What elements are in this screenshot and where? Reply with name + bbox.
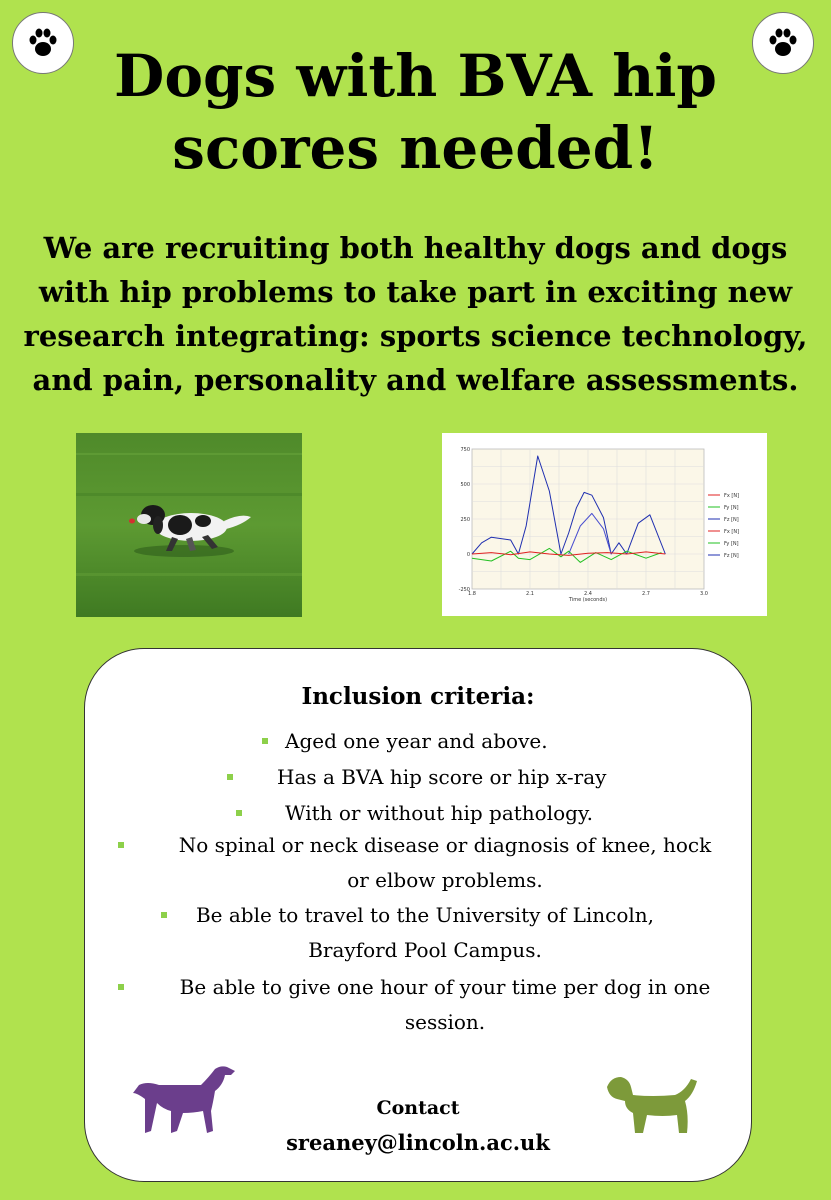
chart-ytick-label: 0 — [466, 552, 470, 558]
chart-ytick-label: -250 — [458, 587, 470, 593]
paw-print-icon — [766, 26, 800, 60]
chart-legend-label: Fy [N] — [724, 505, 739, 511]
chart-xtick-label: 1.8 — [468, 591, 476, 597]
chart-xtick-label: 2.4 — [584, 591, 592, 597]
running-dog-photo — [76, 433, 302, 617]
chart-ytick-label: 250 — [460, 517, 470, 523]
chart-ytick-label: 500 — [460, 482, 470, 488]
criteria-heading: Inclusion criteria: — [301, 683, 535, 710]
bullet-icon — [262, 738, 268, 744]
chart-xtick-label: 2.7 — [642, 591, 650, 597]
criteria-item-text-cont: Brayford Pool Campus. — [308, 938, 542, 962]
criteria-item-text: Has a BVA hip score or hip x-ray — [277, 765, 607, 789]
recruitment-text — [18, 226, 813, 402]
criteria-item-text: With or without hip pathology. — [285, 801, 593, 825]
inclusion-criteria-card — [84, 648, 752, 1182]
chart-legend-label: Fx [N] — [724, 493, 740, 499]
title-line-1: Dogs with BVA hip — [114, 42, 717, 110]
recruitment-line-1: We are recruiting both healthy dogs and dogs — [43, 231, 788, 265]
title-line-2: scores needed! — [172, 114, 659, 182]
recruitment-line-4: and pain, personality and welfare assessments. — [32, 363, 799, 397]
force-chart-svg — [442, 433, 767, 616]
paw-print-icon — [26, 26, 60, 60]
criteria-item-text: Be able to travel to the University of Lincoln, — [195, 903, 655, 927]
bullet-icon — [118, 984, 124, 990]
bullet-icon — [236, 810, 242, 816]
paw-badge-left — [12, 12, 74, 74]
bullet-icon — [118, 842, 124, 848]
poster-title — [80, 40, 751, 184]
dog-silhouette-icon — [131, 1063, 237, 1137]
force-plate-chart — [442, 433, 767, 616]
recruitment-line-2: with hip problems to take part in exciting new — [38, 275, 793, 309]
chart-legend-label: Fy [N] — [724, 541, 739, 547]
chart-xlabel: Time (seconds) — [568, 597, 608, 603]
chart-legend-label: Fz [N] — [724, 553, 739, 559]
bullet-icon — [227, 774, 233, 780]
chart-legend-label: Fx [N] — [724, 529, 740, 535]
criteria-item-text: Be able to give one hour of your time per dog in one — [179, 975, 711, 999]
contact-label: Contact — [376, 1097, 460, 1119]
chart-xtick-label: 2.1 — [526, 591, 534, 597]
dog-silhouette-icon — [603, 1075, 699, 1135]
bullet-icon — [161, 912, 167, 918]
criteria-item-text-cont: session. — [404, 1010, 486, 1034]
criteria-item-text: No spinal or neck disease or diagnosis of knee, hock — [178, 833, 712, 857]
criteria-item-text: Aged one year and above. — [285, 729, 548, 753]
criteria-item-text-cont: or elbow problems. — [347, 868, 543, 892]
chart-ytick-label: 750 — [460, 447, 470, 453]
chart-legend-label: Fz [N] — [724, 517, 739, 523]
paw-badge-right — [752, 12, 814, 74]
contact-email[interactable]: sreaney@lincoln.ac.uk — [286, 1130, 550, 1155]
recruitment-line-3: research integrating: sports science technology, — [23, 319, 808, 353]
chart-xtick-label: 3.0 — [700, 591, 708, 597]
